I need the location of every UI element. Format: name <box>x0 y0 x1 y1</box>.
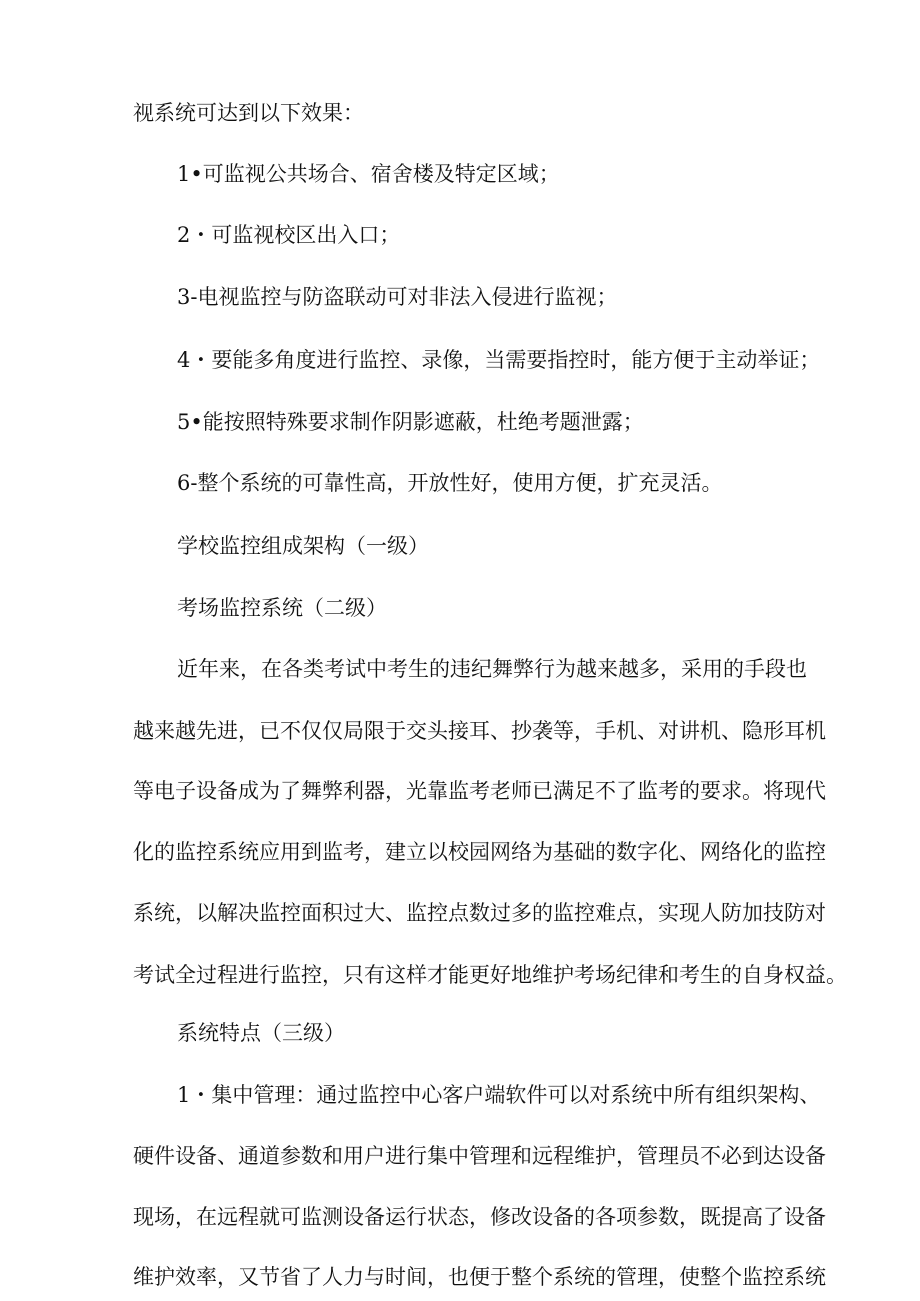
body-paragraph-line: 维护效率，又节省了人力与时间，也便于整个系统的管理，使整个监控系统 <box>133 1265 826 1289</box>
body-paragraph-line: 系统，以解决监控面积过大、监控点数过多的监控难点，实现人防加技防对 <box>133 901 826 925</box>
body-paragraph-line: 近年来，在各类考试中考生的违纪舞弊行为越来越多，采用的手段也 <box>177 657 807 681</box>
heading-level-2: 考场监控系统（二级） <box>177 596 387 620</box>
heading-level-3: 系统特点（三级） <box>177 1021 345 1045</box>
body-paragraph-line: 考试全过程进行监控，只有这样才能更好地维护考场纪律和考生的自身权益。 <box>133 963 847 987</box>
list-item-4: 4・要能多角度进行监控、录像，当需要指控时，能方便于主动举证； <box>177 348 821 372</box>
body-paragraph-line: 现场，在远程就可监测设备运行状态，修改设备的各项参数，既提高了设备 <box>133 1205 826 1229</box>
list-item-5: 5•能按照特殊要求制作阴影遮蔽，杜绝考题泄露； <box>177 410 644 434</box>
body-paragraph-line: 硬件设备、通道参数和用户进行集中管理和远程维护，管理员不必到达设备 <box>133 1144 826 1168</box>
body-paragraph-line: 1・集中管理：通过监控中心客户端软件可以对系统中所有组织架构、 <box>177 1083 821 1107</box>
list-item-1: 1•可监视公共场合、宿舍楼及特定区域； <box>177 162 560 186</box>
paragraph-intro-continuation: 视系统可达到以下效果： <box>133 101 364 125</box>
body-paragraph-line: 越来越先进，已不仅仅局限于交头接耳、抄袭等，手机、对讲机、隐形耳机 <box>133 719 826 743</box>
list-item-3: 3-电视监控与防盗联动可对非法入侵进行监视； <box>177 285 618 309</box>
heading-level-1: 学校监控组成架构（一级） <box>177 534 429 558</box>
list-item-6: 6-整个系统的可靠性高，开放性好，使用方便，扩充灵活。 <box>177 471 723 495</box>
body-paragraph-line: 化的监控系统应用到监考，建立以校园网络为基础的数字化、网络化的监控 <box>133 840 826 864</box>
body-paragraph-line: 等电子设备成为了舞弊利器，光靠监考老师已满足不了监考的要求。将现代 <box>133 779 826 803</box>
list-item-2: 2・可监视校区出入口； <box>177 223 401 247</box>
